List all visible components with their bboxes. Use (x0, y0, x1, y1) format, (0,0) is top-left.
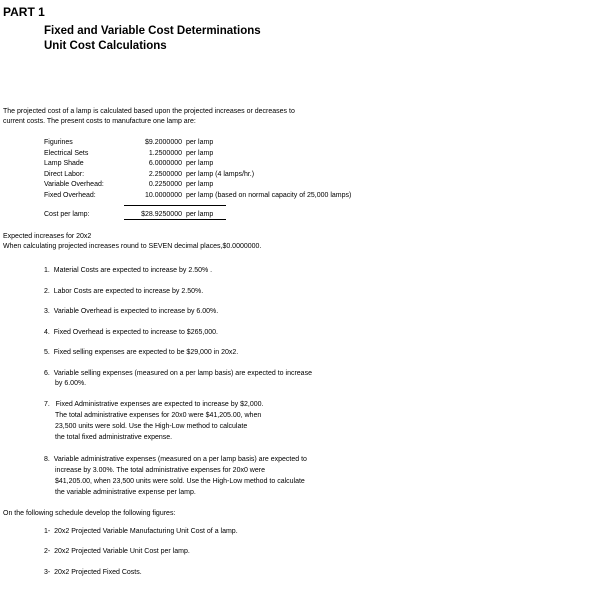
figure-text: 20x2 Projected Variable Unit Cost per lamp. (54, 548, 190, 555)
figure-number: 2- (44, 548, 51, 555)
list-item (44, 307, 218, 316)
page-subtitle: Unit Cost Calculations (44, 40, 167, 52)
sum-rule-bottom (124, 219, 226, 220)
item-text-continued: by 6.00%. (55, 380, 87, 387)
item-text-continued: 23,500 units were sold. Use the High-Low method to calculate (55, 423, 248, 430)
item-text: Variable selling expenses (measured on a per lamp basis) are expected to increase (53, 370, 312, 377)
list-item (44, 455, 307, 464)
list-item (44, 400, 263, 409)
item-text-continued: the variable administrative expense per lamp. (55, 489, 196, 496)
cost-name: Electrical Sets (44, 150, 89, 157)
schedule-figure (44, 527, 238, 536)
item-text-continued: increase by 3.00%. The total administrative expenses for 20x0 were (55, 467, 265, 474)
intro-line-1: The projected cost of a lamp is calculated based upon the projected increases or decreases to (3, 108, 295, 115)
page-title: Fixed and Variable Cost Determinations (44, 25, 261, 37)
cost-value: 10.0000000 (145, 192, 182, 199)
item-text: Variable administrative expenses (measured on a per lamp basis) are expected to (53, 456, 307, 463)
item-number: 5. (44, 349, 50, 356)
schedule-intro: On the following schedule develop the following figures: (3, 510, 176, 517)
item-text: Fixed selling expenses are expected to be $29,000 in 20x2. (53, 349, 239, 356)
total-name: Cost per lamp: (44, 211, 90, 218)
cost-name: Fixed Overhead: (44, 192, 96, 199)
item-text: Fixed Administrative expenses are expected to increase by $2,000. (53, 401, 264, 408)
item-number: 7. (44, 401, 50, 408)
item-number: 6. (44, 370, 50, 377)
item-text: Labor Costs are expected to increase by 2.50%. (53, 288, 204, 295)
cost-unit: per lamp (based on normal capacity of 25,000 lamps) (186, 192, 352, 199)
cost-value: 0.2250000 (148, 181, 182, 188)
item-text: Material Costs are expected to increase by 2.50% . (53, 267, 213, 274)
cost-value: $9.2000000 (145, 139, 182, 146)
list-item (44, 348, 238, 357)
rounding-instruction: When calculating projected increases round to SEVEN decimal places,$0.0000000. (3, 243, 262, 250)
list-item (44, 369, 312, 378)
schedule-figure (44, 547, 190, 556)
item-text-continued: The total administrative expenses for 20x0 were $41,205.00, when (55, 412, 262, 419)
cost-value: 1.2500000 (148, 150, 182, 157)
intro-line-2: current costs. The present costs to manufacture one lamp are: (3, 118, 196, 125)
cost-name: Direct Labor: (44, 171, 85, 178)
item-number: 8. (44, 456, 50, 463)
figure-number: 3- (44, 569, 51, 576)
total-value: $28.9250000 (141, 211, 182, 218)
cost-value: 6.0000000 (148, 160, 182, 167)
item-number: 1. (44, 267, 50, 274)
cost-unit: per lamp (186, 150, 214, 157)
item-text-continued: the total fixed administrative expense. (55, 434, 173, 441)
cost-name: Figurines (44, 139, 73, 146)
cost-name: Variable Overhead: (44, 181, 104, 188)
list-item (44, 266, 212, 275)
cost-value: 2.2500000 (148, 171, 182, 178)
schedule-figure (44, 568, 142, 577)
expected-heading: Expected increases for 20x2 (3, 233, 92, 240)
total-unit: per lamp (186, 211, 214, 218)
item-text-continued: $41,205.00, when 23,500 units were sold. Use the High-Low method to calculate (55, 478, 305, 485)
item-text: Variable Overhead is expected to increase by 6.00%. (53, 308, 219, 315)
item-number: 4. (44, 329, 50, 336)
figure-text: 20x2 Projected Variable Manufacturing Unit Cost of a lamp. (54, 528, 238, 535)
item-text: Fixed Overhead is expected to increase to $265,000. (53, 329, 218, 336)
cost-unit: per lamp (186, 181, 214, 188)
cost-name: Lamp Shade (44, 160, 84, 167)
list-item (44, 287, 203, 296)
cost-unit: per lamp (4 lamps/hr.) (186, 171, 255, 178)
item-number: 3. (44, 308, 50, 315)
figure-number: 1- (44, 528, 51, 535)
sum-rule-top (124, 205, 226, 206)
cost-unit: per lamp (186, 139, 214, 146)
item-number: 2. (44, 288, 50, 295)
cost-unit: per lamp (186, 160, 214, 167)
part-heading: PART 1 (3, 5, 45, 19)
figure-text: 20x2 Projected Fixed Costs. (54, 569, 142, 576)
list-item (44, 328, 218, 337)
